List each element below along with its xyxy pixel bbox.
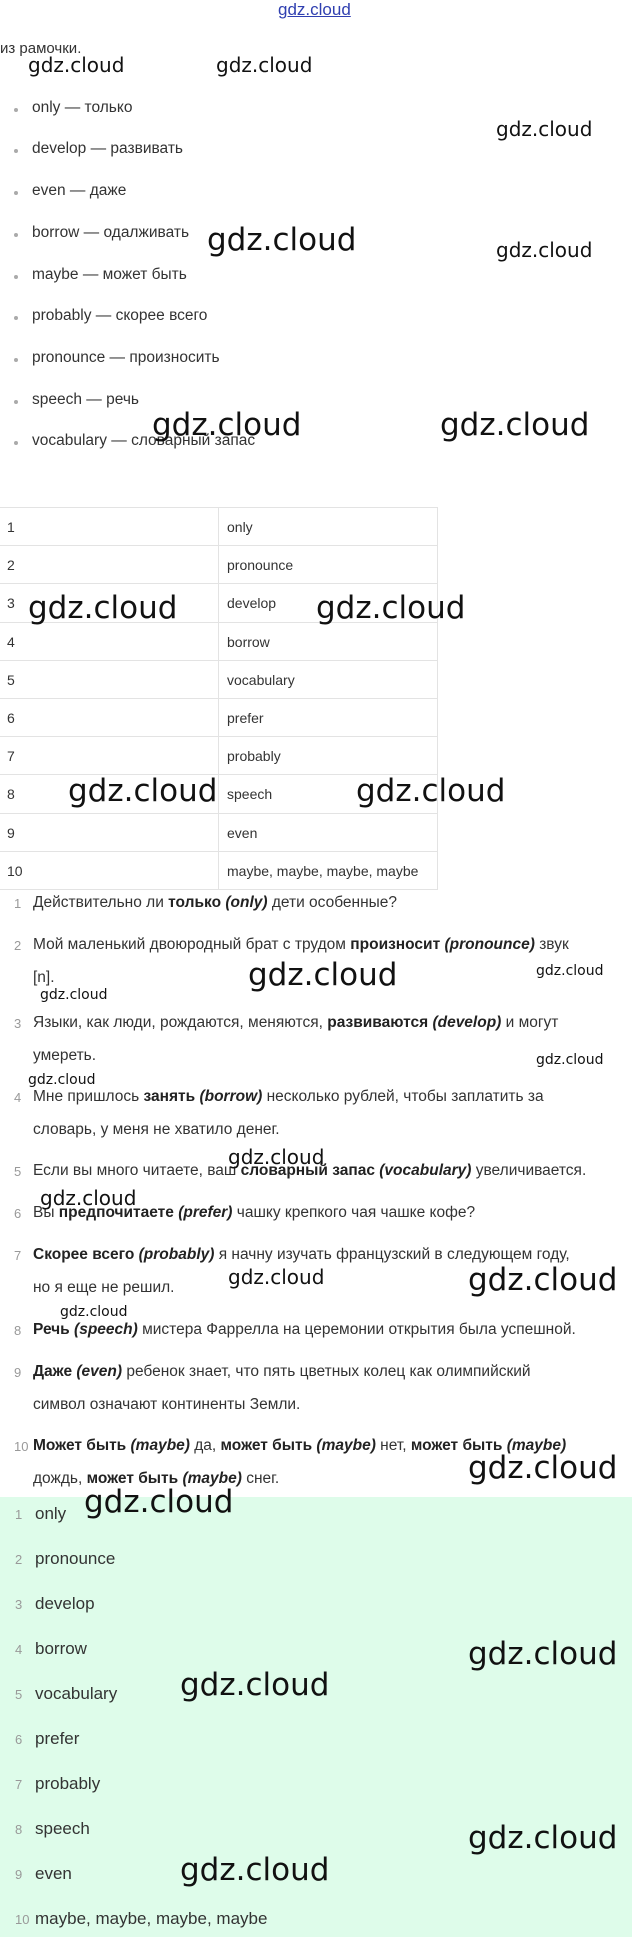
table-cell-word: vocabulary: [219, 661, 438, 699]
sentence-text: Мне пришлось: [33, 1088, 144, 1105]
vocab-item: [14, 224, 189, 242]
vocab-text: speech — речь: [32, 391, 139, 408]
sentence-line: [33, 1047, 96, 1065]
sentence-text: и могут: [501, 1014, 559, 1031]
highlighted-word: (prefer): [178, 1204, 233, 1221]
answer-word: vocabulary: [35, 1684, 118, 1703]
answer-word: only: [35, 1504, 67, 1523]
table-row: [0, 622, 438, 660]
answer-number: 1: [15, 1507, 23, 1522]
watermark: gdz.cloud: [28, 1072, 96, 1088]
table-cell-word: only: [219, 508, 438, 546]
sentence-number: 4: [14, 1090, 22, 1105]
answer-word: borrow: [35, 1639, 87, 1658]
sentence-text: дождь,: [33, 1470, 87, 1487]
watermark: gdz.cloud: [28, 53, 125, 77]
watermark: gdz.cloud: [316, 590, 466, 626]
bullet-icon: [14, 108, 18, 112]
table-cell-number: 9: [0, 814, 219, 852]
table-cell-number: 7: [0, 737, 219, 775]
intro-text: из рамочки.: [0, 40, 82, 57]
answer-word: probably: [35, 1774, 101, 1793]
watermark: gdz.cloud: [68, 773, 218, 809]
highlighted-word: занять: [143, 1088, 200, 1105]
bullet-icon: [14, 191, 18, 195]
sentence-text: Языки, как люди, рождаются, меняются,: [33, 1014, 328, 1031]
table-row: [0, 698, 438, 736]
answer-number: 5: [15, 1687, 23, 1702]
vocab-item: [14, 182, 126, 200]
watermark: gdz.cloud: [496, 117, 593, 141]
sentence-number: 2: [14, 938, 22, 953]
table-cell-number: 1: [0, 508, 219, 546]
sentence-text: Мой маленький двоюродный брат с трудом: [33, 936, 351, 953]
sentence-text: несколько рублей, чтобы заплатить за: [262, 1088, 544, 1105]
answer-word: develop: [35, 1594, 95, 1613]
watermark: gdz.cloud: [536, 1052, 604, 1068]
vocab-item: [14, 140, 183, 158]
sentence-line: [33, 1014, 558, 1032]
sentence-number: 9: [14, 1365, 22, 1380]
answer-word: prefer: [35, 1729, 80, 1748]
answer-word: speech: [35, 1819, 90, 1838]
answer-number: 9: [15, 1867, 23, 1882]
sentence-number: 1: [14, 896, 22, 911]
watermark: gdz.cloud: [468, 1450, 618, 1486]
table-cell-word: maybe, maybe, maybe, maybe: [219, 852, 438, 890]
answer-number: 8: [15, 1822, 23, 1837]
sentence-number: 7: [14, 1248, 22, 1263]
answer-word: pronounce: [35, 1549, 116, 1568]
highlighted-word: только: [168, 894, 226, 911]
answer-word: even: [35, 1864, 72, 1883]
sentence-line: [33, 1396, 300, 1414]
watermark: gdz.cloud: [40, 1186, 137, 1210]
table-cell-word: develop: [219, 584, 438, 622]
vocab-item: [14, 391, 139, 409]
highlighted-word: (maybe): [130, 1437, 190, 1454]
watermark: gdz.cloud: [40, 987, 108, 1003]
watermark: gdz.cloud: [228, 1265, 325, 1289]
highlighted-word: (only): [225, 894, 268, 911]
table-cell-word: borrow: [219, 623, 438, 661]
table-cell-number: 8: [0, 775, 219, 813]
watermark: gdz.cloud: [356, 773, 506, 809]
watermark: gdz.cloud: [468, 1636, 618, 1672]
highlighted-word: (develop): [432, 1014, 502, 1031]
sentence-text: я начну изучать французский в следующем году,: [214, 1246, 570, 1263]
answer-number: 4: [15, 1642, 23, 1657]
sentence-line: [33, 936, 569, 954]
table-row: [0, 813, 438, 851]
table-row: [0, 851, 438, 889]
watermark: gdz.cloud: [468, 1262, 618, 1298]
highlighted-word: (maybe): [182, 1470, 242, 1487]
watermark: gdz.cloud: [536, 963, 604, 979]
bullet-icon: [14, 316, 18, 320]
highlighted-word: Может быть: [33, 1437, 131, 1454]
sentence-text: умереть.: [33, 1047, 97, 1064]
sentence-number: 3: [14, 1016, 22, 1031]
sentence-text: да,: [189, 1437, 221, 1454]
sentence-text: ребенок знает, что пять цветных колец как олимпийский: [122, 1363, 531, 1380]
sentence-text: звук: [534, 936, 569, 953]
table-cell-number: 4: [0, 623, 219, 661]
table-cell-number: 10: [0, 852, 219, 890]
vocab-text: even — даже: [32, 182, 127, 199]
table-cell-number: 3: [0, 584, 219, 622]
sentence-line: [33, 1363, 531, 1381]
sentence-text: [n].: [33, 969, 55, 986]
watermark: gdz.cloud: [248, 957, 398, 993]
highlighted-word: (borrow): [199, 1088, 263, 1105]
answer-number: 6: [15, 1732, 23, 1747]
highlighted-word: произносит: [350, 936, 445, 953]
answer-word: maybe, maybe, maybe, maybe: [35, 1909, 268, 1928]
highlighted-word: предпочитаете: [58, 1204, 179, 1221]
highlighted-word: может быть: [86, 1470, 183, 1487]
watermark: gdz.cloud: [180, 1852, 330, 1888]
watermark: gdz.cloud: [152, 407, 302, 443]
table-row: [0, 736, 438, 774]
watermark: gdz.cloud: [216, 53, 313, 77]
table-row: [0, 660, 438, 698]
vocab-item: [14, 266, 187, 284]
watermark: gdz.cloud: [440, 407, 590, 443]
table-row: [0, 545, 438, 583]
answer-number: 10: [15, 1912, 30, 1927]
bullet-icon: [14, 233, 18, 237]
table-cell-word: prefer: [219, 699, 438, 737]
sentence-line: [33, 1121, 280, 1139]
watermark: gdz.cloud: [496, 238, 593, 262]
highlighted-word: (vocabulary): [379, 1162, 472, 1179]
bullet-icon: [14, 275, 18, 279]
table-bottom-border: [0, 889, 438, 890]
vocab-text: maybe — может быть: [32, 266, 187, 283]
sentence-number: 8: [14, 1323, 22, 1338]
sentence-line: [33, 1279, 174, 1297]
bullet-icon: [14, 358, 18, 362]
highlighted-word: Речь: [33, 1321, 75, 1338]
highlighted-word: (maybe): [506, 1437, 567, 1454]
sentence-text: снег.: [241, 1470, 280, 1487]
sentence-text: Вы: [33, 1204, 59, 1221]
vocab-item: [14, 349, 220, 367]
vocab-text: only — только: [32, 99, 133, 116]
bullet-icon: [14, 441, 18, 445]
sentence-text: увеличивается.: [471, 1162, 587, 1179]
highlighted-word: развиваются: [327, 1014, 433, 1031]
vocab-item: [14, 99, 132, 117]
table-cell-number: 5: [0, 661, 219, 699]
watermark: gdz.cloud: [180, 1667, 330, 1703]
watermark: gdz.cloud: [468, 1820, 618, 1856]
table-row: [0, 507, 438, 545]
sentence-text: но я еще не решил.: [33, 1279, 175, 1296]
watermark: gdz.cloud: [207, 222, 357, 258]
vocab-text: vocabulary — словарный запас: [32, 432, 256, 449]
answer-number: 3: [15, 1597, 23, 1612]
watermark: gdz.cloud: [84, 1484, 234, 1520]
highlighted-word: (pronounce): [444, 936, 535, 953]
sentence-number: 5: [14, 1164, 22, 1179]
sentence-line: [33, 1321, 576, 1339]
answer-number: 2: [15, 1552, 23, 1567]
vocab-text: develop — развивать: [32, 140, 183, 157]
site-link[interactable]: gdz.cloud: [278, 0, 351, 19]
highlighted-word: Скорее всего: [33, 1246, 139, 1263]
highlighted-word: (probably): [138, 1246, 215, 1263]
sentence-text: Действительно ли: [33, 894, 169, 911]
sentence-number: 10: [14, 1439, 29, 1454]
bullet-icon: [14, 400, 18, 404]
watermark: gdz.cloud: [60, 1304, 128, 1320]
table-cell-number: 6: [0, 699, 219, 737]
highlighted-word: может быть: [220, 1437, 317, 1454]
highlighted-word: (speech): [74, 1321, 138, 1338]
highlighted-word: (even): [76, 1363, 123, 1380]
vocab-item: [14, 307, 207, 325]
watermark: gdz.cloud: [228, 1145, 325, 1169]
sentence-text: чашку крепкого чая чашке кофе?: [232, 1204, 476, 1221]
table-cell-word: pronounce: [219, 546, 438, 584]
highlighted-word: словарный запас: [240, 1162, 380, 1179]
highlighted-word: может быть: [410, 1437, 507, 1454]
table-cell-word: probably: [219, 737, 438, 775]
sentence-text: словарь, у меня не хватило денег.: [33, 1121, 280, 1138]
sentence-text: мистера Фаррелла на церемонии открытия была успешной.: [137, 1321, 576, 1338]
sentence-text: Если вы много читаете, ваш: [33, 1162, 241, 1179]
vocab-text: borrow — одалживать: [32, 224, 190, 241]
bullet-icon: [14, 149, 18, 153]
table-cell-number: 2: [0, 546, 219, 584]
sentence-line: [33, 894, 397, 912]
sentence-line: [33, 969, 55, 987]
highlighted-word: Даже: [33, 1363, 77, 1380]
sentence-number: 6: [14, 1206, 22, 1221]
watermark: gdz.cloud: [28, 590, 178, 626]
vocab-text: probably — скорее всего: [32, 307, 208, 324]
sentence-line: [33, 1088, 544, 1106]
vocab-text: pronounce — произносить: [32, 349, 220, 366]
highlighted-word: (maybe): [316, 1437, 376, 1454]
table-cell-word: even: [219, 814, 438, 852]
sentence-text: символ означают континенты Земли.: [33, 1396, 301, 1413]
sentence-text: дети особенные?: [267, 894, 398, 911]
answer-number: 7: [15, 1777, 23, 1792]
table-cell-word: speech: [219, 775, 438, 813]
sentence-text: нет,: [375, 1437, 411, 1454]
